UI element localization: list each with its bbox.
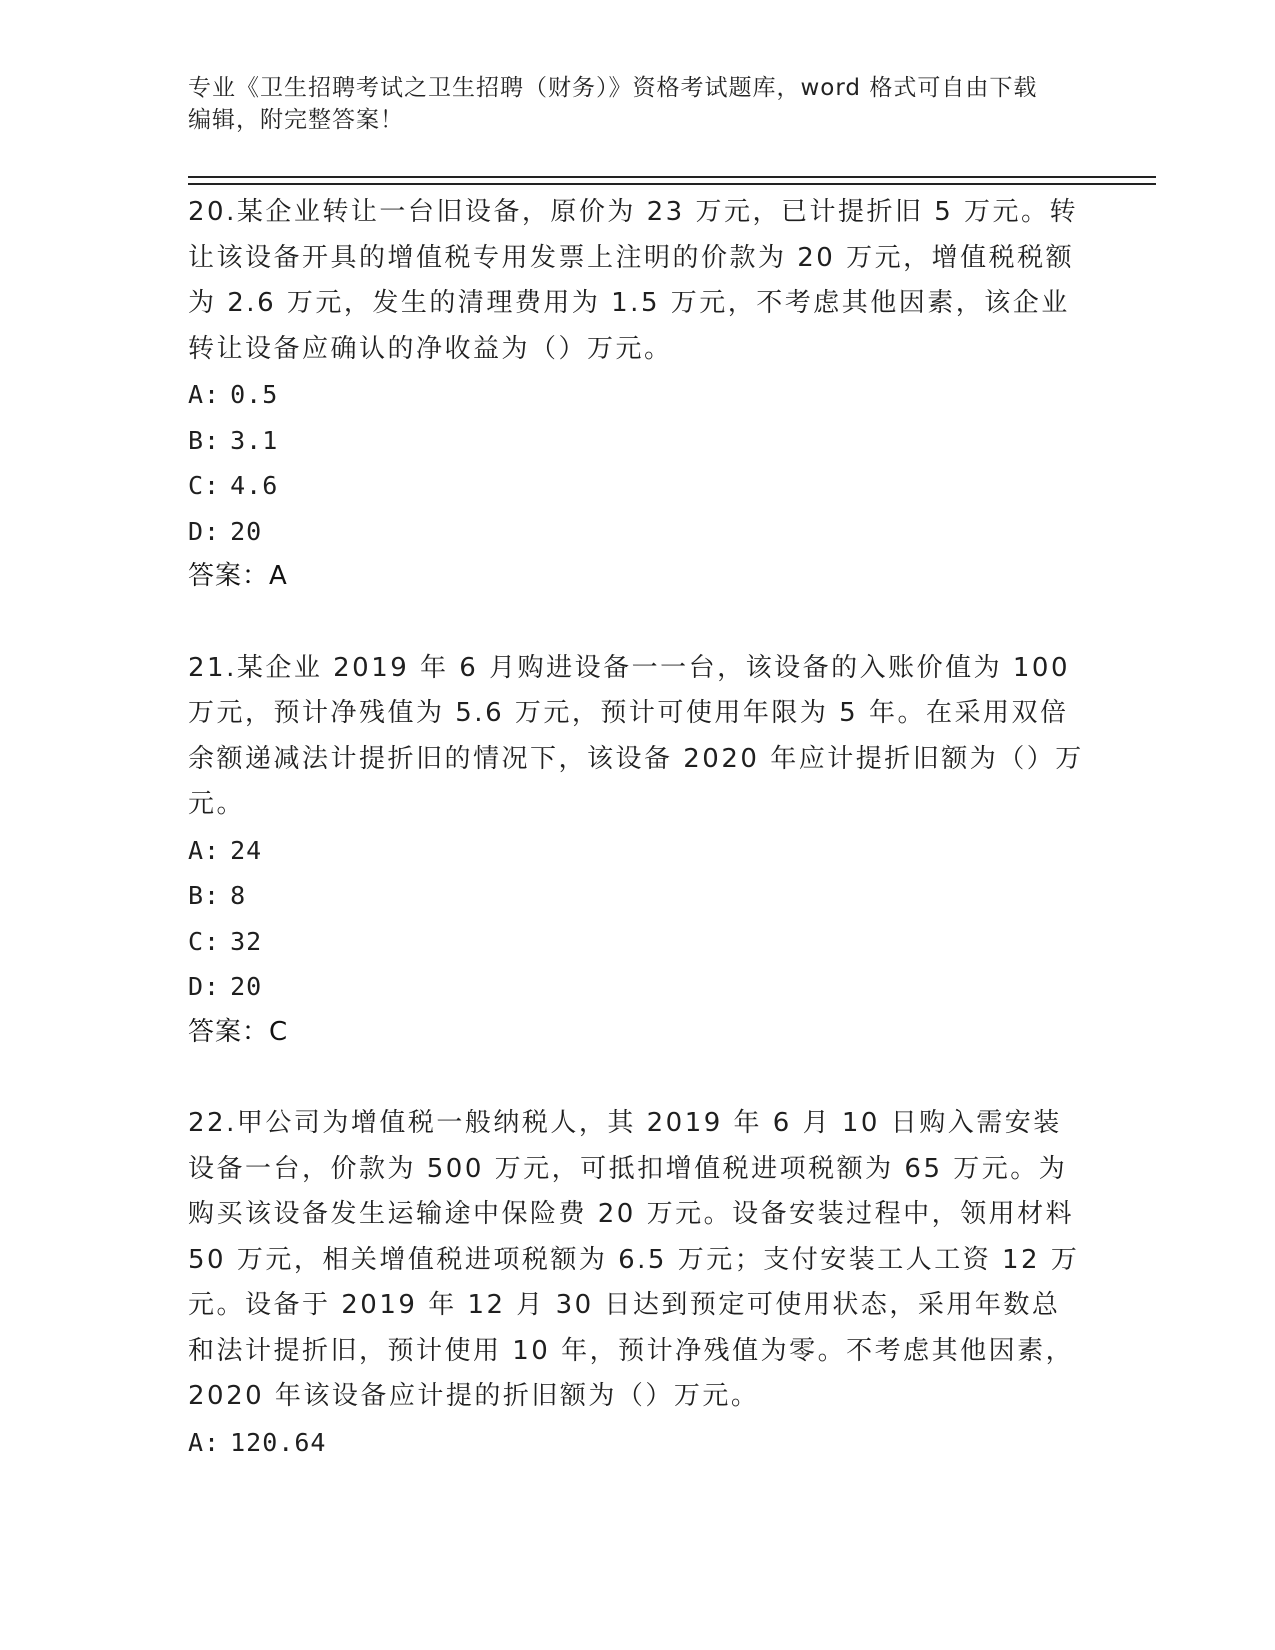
option-label: D: (188, 972, 221, 1001)
option-b (188, 418, 1088, 464)
option-label: D: (188, 516, 221, 546)
header-rule-bottom (188, 183, 1156, 185)
option-label: C: (188, 471, 221, 500)
option-value: 4.6 (230, 471, 279, 500)
option-value: 120.64 (230, 1427, 327, 1457)
answer-line: 答案：A (188, 561, 288, 591)
option-c (188, 463, 1088, 509)
option-label: A: (188, 1427, 221, 1457)
option-value: 20 (230, 972, 263, 1001)
option-value: 20 (230, 516, 263, 546)
header-line-2: 编辑，附完整答案！ (188, 107, 404, 133)
question-list (188, 190, 1088, 1511)
question-text: 22.甲公司为增值税一般纳税人，其 2019 年 6 月 10 日购入需安装设备一台，价款为 500 万元，可抵扣增值税进项税额为 65 万元。为购买该设备发生运输途中保险费 20 万元。设备安装过程中，领用材料 50 万元，相关增值税进项税额为 6.5 万元；支付安装工人工资 12 万元。设备于 2019 年 12 月 30 日达到预定可使用状态，采用年数总和法计提折旧，预计使用 10 年，预计净残值为零。不考虑其他因素，2020 年该设备应计提的折旧额为（）万元。 (188, 1108, 1080, 1411)
option-value: 3.1 (230, 425, 279, 455)
option-a (188, 372, 1088, 418)
option-value: 0.5 (230, 380, 279, 409)
option-label: A: (188, 835, 221, 865)
document-header (188, 72, 1088, 136)
option-label: B: (188, 881, 221, 910)
option-value: 32 (230, 926, 263, 956)
answer-line: 答案：C (188, 1016, 289, 1047)
option-d (188, 509, 1088, 555)
option-label: B: (188, 425, 221, 455)
question-text: 20.某企业转让一台旧设备，原价为 23 万元，已计提折旧 5 万元。转让该设备开具的增值税专用发票上注明的价款为 20 万元，增值税税额为 2.6 万元，发生的清理费用为 1.5 万元，不考虑其他因素，该企业转让设备应确认的净收益为（）万元。 (188, 197, 1079, 364)
header-rule-top (188, 176, 1156, 178)
question-22 (188, 1101, 1088, 1465)
option-label: A: (188, 380, 221, 409)
option-d (188, 964, 1088, 1010)
option-label: C: (188, 926, 221, 956)
option-a (188, 828, 1088, 874)
question-20 (188, 190, 1088, 600)
option-value: 24 (230, 835, 263, 865)
option-a (188, 1420, 1088, 1466)
option-c (188, 919, 1088, 965)
option-b (188, 873, 1088, 919)
question-text: 21.某企业 2019 年 6 月购进设备一一台，该设备的入账价值为 100 万元，预计净残值为 5.6 万元，预计可使用年限为 5 年。在采用双倍余额递减法计提折旧的情况下，该设备 2020 年应计提折旧额为（）万元。 (188, 652, 1084, 819)
question-21 (188, 646, 1088, 1056)
header-line-1: 专业《卫生招聘考试之卫生招聘（财务）》资格考试题库，word 格式可自由下载 (188, 75, 1038, 101)
option-value: 8 (230, 881, 247, 910)
